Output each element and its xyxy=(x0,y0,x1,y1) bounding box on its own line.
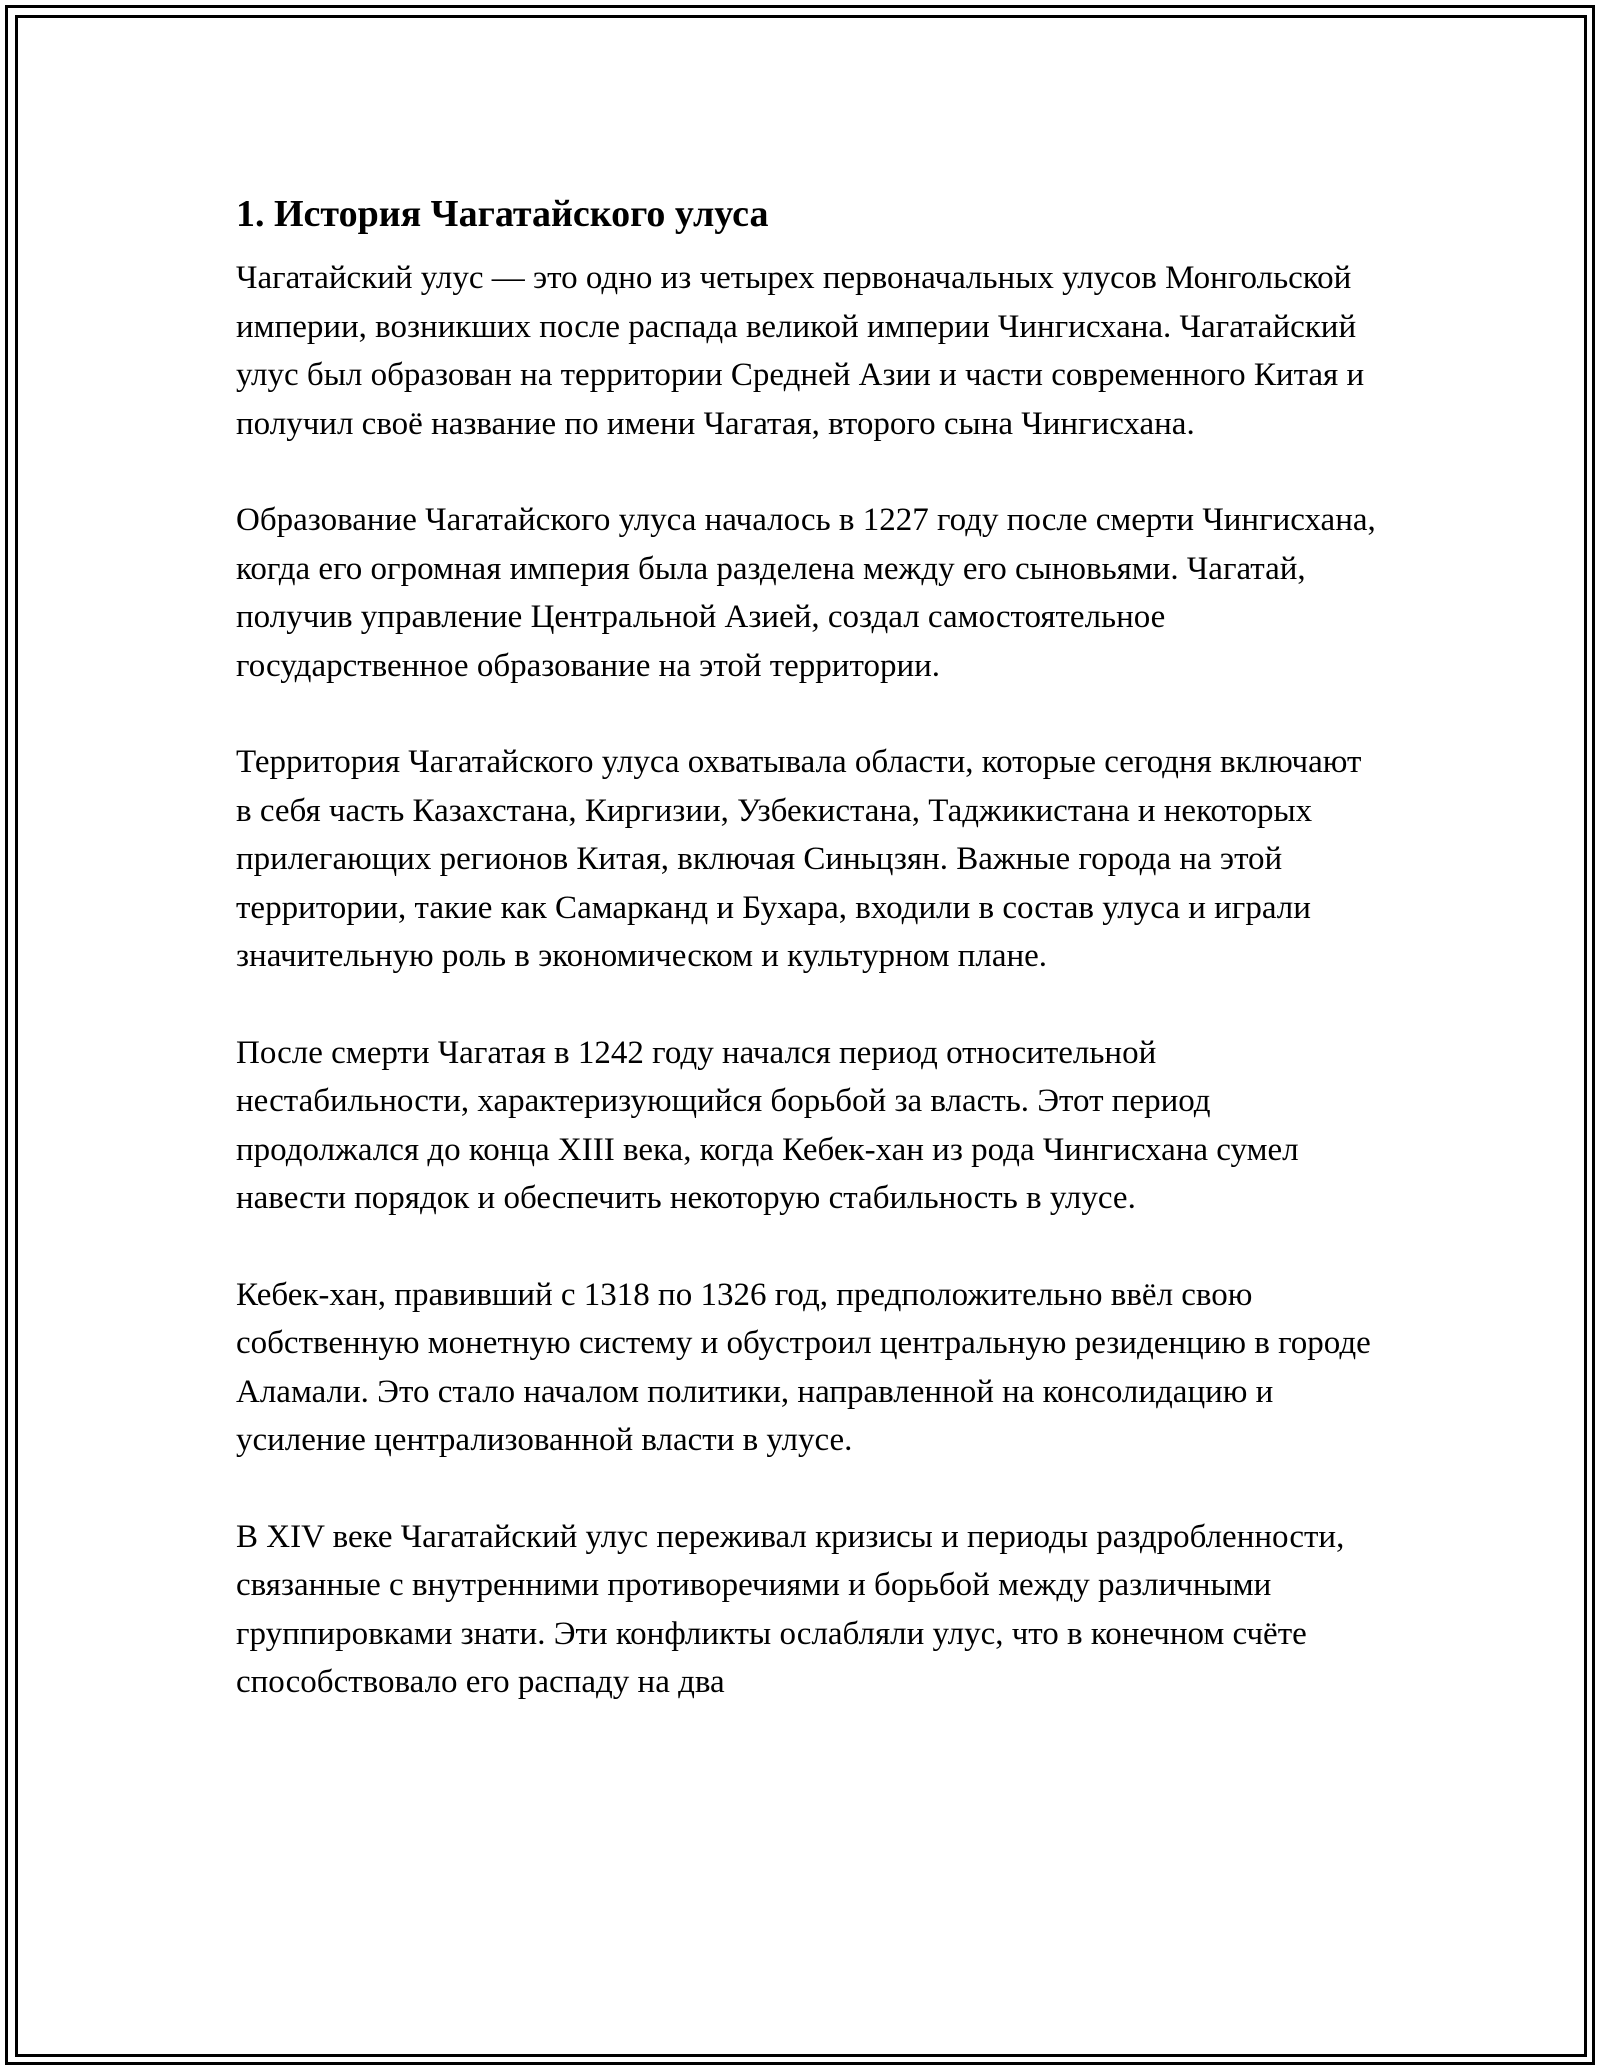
paragraph-1: Чагатайский улус — это одно из четырех первоначальных улусов Монгольской империи, возникших после распада великой империи Чингисхана. Чагатайский улус был образован на территории Средней Азии и части современного Китая и получил своё название по имени Чагатая, второго сына Чингисхана. xyxy=(236,260,1365,442)
paragraph-4: После смерти Чагатая в 1242 году начался период относительной нестабильности, характеризующийся борьбой за власть. Этот период продолжался до конца XIII века, когда Кебек-хан из рода Чингисхана сумел навести порядок и обеспечить некоторую стабильность в улусе. xyxy=(236,1034,1299,1216)
section-heading: 1. История Чагатайского улуса xyxy=(236,193,769,235)
paragraph-5: Кебек-хан, правивший с 1318 по 1326 год, предположительно ввёл свою собственную монетную систему и обустроил центральную резиденцию в городе Аламали. Это стало началом политики, направленной на консолидацию и усиление централизованной власти в улусе. xyxy=(236,1276,1371,1458)
paragraph-6: В XIV веке Чагатайский улус переживал кризисы и периоды раздробленности, связанные с внутренними противоречиями и борьбой между различными группировками знати. Эти конфликты ослабляли улус, что в конечном счёте способствовало его распаду на два xyxy=(236,1518,1345,1700)
document-body xyxy=(236,186,1376,1755)
paragraph-3: Территория Чагатайского улуса охватывала области, которые сегодня включают в себя часть Казахстана, Киргизии, Узбекистана, Таджикистана и некоторых прилегающих регионов Китая, включая Синьцзян. Важные города на этой территории, такие как Самарканд и Бухара, входили в состав улуса и играли значительную роль в экономическом и культурном плане. xyxy=(236,744,1362,974)
paragraph-2: Образование Чагатайского улуса началось в 1227 году после смерти Чингисхана, когда его огромная империя была разделена между его сыновьями. Чагатай, получив управление Центральной Азией, создал самостоятельное государственное образование на этой территории. xyxy=(236,502,1376,684)
